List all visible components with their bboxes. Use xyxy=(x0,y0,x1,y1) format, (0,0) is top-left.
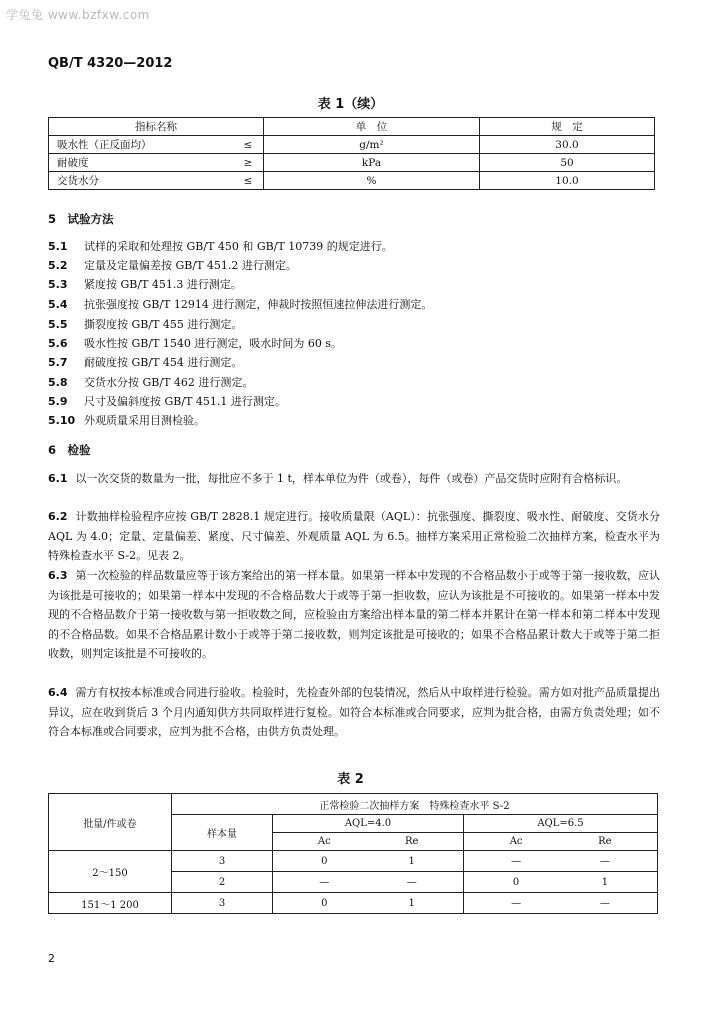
table1-cell-symbol: ≥ xyxy=(233,154,264,172)
table2-cell-batch: 2～150 xyxy=(49,851,172,893)
clause-text: 紧度按 GB/T 451.3 进行测定。 xyxy=(84,278,242,291)
table1-cell-name: 吸水性（正反面均） xyxy=(49,136,234,154)
clause-5-5 xyxy=(48,316,242,332)
table2-ac-re-cell xyxy=(464,833,658,851)
clause-6-2 xyxy=(48,507,660,566)
table2-header-batch: 批量/件或卷 xyxy=(49,794,172,851)
table2-header-aql-4: AQL=4.0 xyxy=(273,815,464,833)
table2-header-plan: 正常检验二次抽样方案 特殊检查水平 S-2 xyxy=(172,794,658,815)
table1-cell-symbol: ≤ xyxy=(233,136,264,154)
clause-text: 计数抽样检验程序应按 GB/T 2828.1 规定进行。接收质量限（AQL）：抗张强度、撕裂度、吸水性、耐破度、交货水分 AQL 为 4.0；定量、定量偏差、紧度、尺寸偏差、外观质量 AQL 为 6.5。抽样方案采用正常检验二次抽样方案，检查水平为特殊检查水平 S-2。见表 2。 xyxy=(48,510,660,562)
table2-ac-value: — xyxy=(511,855,522,867)
clause-5-1 xyxy=(48,238,393,254)
clause-number: 5.6 xyxy=(48,337,68,350)
table2-header-aql-6-5: AQL=6.5 xyxy=(464,815,658,833)
table2-re-label: Re xyxy=(404,836,419,847)
clause-number: 5.1 xyxy=(48,240,68,253)
watermark: 学兔兔 www.bzfxw.com xyxy=(6,8,150,22)
table1-cell-name: 耐破度 xyxy=(49,154,234,172)
clause-text: 抗张强度按 GB/T 12914 进行测定，伸裁时按照恒速拉伸法进行测定。 xyxy=(84,298,433,311)
table2-re-value: 1 xyxy=(601,876,609,888)
table1-cell-symbol: ≤ xyxy=(233,172,264,190)
table1-header-value: 规 定 xyxy=(480,118,655,136)
clause-number: 5.2 xyxy=(48,259,68,272)
table2-ac-value: — xyxy=(511,897,522,909)
page-number: 2 xyxy=(48,952,55,965)
clause-5-9 xyxy=(48,393,286,409)
clause-text: 试样的采取和处理按 GB/T 450 和 GB/T 10739 的规定进行。 xyxy=(84,240,393,253)
section6-heading: 6 检验 xyxy=(48,443,91,457)
table2-re-value: — xyxy=(599,855,610,867)
clause-text: 耐破度按 GB/T 454 进行测定。 xyxy=(84,356,243,369)
table1-title: 表 1（续） xyxy=(317,97,384,112)
table2-header-sample: 样本量 xyxy=(172,815,273,851)
clause-text: 以一次交货的数量为一批，每批应不多于 1 t，样本单位为件（或卷），每件（或卷）产品交货时应附有合格标识。 xyxy=(75,472,628,485)
table2-title: 表 2 xyxy=(337,772,364,787)
clause-text: 吸水性按 GB/T 1540 进行测定，吸水时间为 60 s。 xyxy=(84,337,343,350)
table2-cell-sample: 3 xyxy=(172,851,273,872)
table2-ac-label: Ac xyxy=(317,836,331,847)
clause-5-10 xyxy=(48,412,205,428)
clause-5-7 xyxy=(48,354,242,370)
table2-cell-sample: 3 xyxy=(172,893,273,914)
clause-5-3 xyxy=(48,276,242,292)
table2 xyxy=(48,793,658,914)
table2-cell-aql-4 xyxy=(273,872,464,893)
table1-cell-unit: kPa xyxy=(264,154,480,172)
clause-6-3 xyxy=(48,566,660,664)
table2-cell-batch: 151～1 200 xyxy=(49,893,172,914)
table2-header-row xyxy=(49,794,658,815)
clause-number: 5.10 xyxy=(48,414,76,427)
table2-re-label: Re xyxy=(598,836,612,847)
table2-re-value: 1 xyxy=(408,897,415,909)
table2-cell-aql-6-5 xyxy=(464,893,658,914)
table2-ac-value: 0 xyxy=(321,897,328,909)
table1-row xyxy=(49,172,655,190)
clause-number: 5.7 xyxy=(48,356,68,369)
clause-number: 5.4 xyxy=(48,298,68,311)
table2-cell-aql-4 xyxy=(273,893,464,914)
clause-number: 5.5 xyxy=(48,318,68,331)
clause-text: 外观质量采用目测检验。 xyxy=(84,414,205,427)
clause-text: 尺寸及偏斜度按 GB/T 451.1 进行测定。 xyxy=(84,395,286,408)
clause-number: 6.2 xyxy=(48,510,68,523)
standard-code: QB/T 4320—2012 xyxy=(48,56,173,71)
table2-row xyxy=(49,893,658,914)
section5-heading: 5 试验方法 xyxy=(48,212,114,226)
clause-number: 5.8 xyxy=(48,376,68,389)
table1-row xyxy=(49,136,655,154)
clause-number: 5.9 xyxy=(48,395,68,408)
table2-cell-aql-6-5 xyxy=(464,872,658,893)
table2-ac-value: 0 xyxy=(321,855,328,867)
table1-cell-unit: g/m² xyxy=(264,136,480,154)
table1-cell-value: 50 xyxy=(480,154,655,172)
table1-row xyxy=(49,154,655,172)
table2-row xyxy=(49,851,658,872)
clause-5-8 xyxy=(48,374,253,390)
table1-header-row xyxy=(49,118,655,136)
table1-cell-name: 交货水分 xyxy=(49,172,234,190)
clause-text: 撕裂度按 GB/T 455 进行测定。 xyxy=(84,318,243,331)
clause-5-6 xyxy=(48,335,342,351)
clause-text: 交货水分按 GB/T 462 进行测定。 xyxy=(84,376,254,389)
table1-cell-unit: % xyxy=(264,172,480,190)
clause-number: 5.3 xyxy=(48,278,68,291)
clause-text: 第一次检验的样品数量应等于该方案给出的第一样本量。如果第一样本中发现的不合格品数小于或等于第一接收数，应认为该批是可接收的；如果第一样本中发现的不合格品数大于或等于第一拒收数，应认为该批是不可接收的。如果第一样本中发现的不合格品数介于第一接收数与第一拒收数之间，应检验由方案给出样本量的第二样本并累计在第一样本和第二样本中发现的不合格品数。如果不合格品累计数小于或等于第二接收数，则判定该批是可接收的；如果不合格品累计数大于或等于第二拒收数，则判定该批是不可接收的。 xyxy=(48,569,660,660)
clause-6-4 xyxy=(48,683,660,742)
clause-5-2 xyxy=(48,257,297,273)
table2-cell-aql-4 xyxy=(273,851,464,872)
table2-re-value: — xyxy=(406,876,417,888)
table1 xyxy=(48,117,655,190)
clause-text: 需方有权按本标准或合同进行验收。检验时，先检查外部的包装情况，然后从中取样进行检验。需方如对批产品质量提出异议，应在收到货后 3 个月内通知供方共同取样进行复检。如符合本标准或合同要求，应判为批合格，由需方负责处理；如不符合本标准或合同要求，应判为批不合格，由供方负责处理。 xyxy=(48,686,660,738)
table1-cell-value: 10.0 xyxy=(480,172,655,190)
table2-cell-aql-6-5 xyxy=(464,851,658,872)
table2-ac-re-cell xyxy=(273,833,464,851)
clause-number: 6.4 xyxy=(48,686,68,699)
table2-ac-value: 0 xyxy=(512,876,520,888)
table1-header-name: 指标名称 xyxy=(49,118,264,136)
clause-number: 6.3 xyxy=(48,569,68,582)
table1-header-unit: 单 位 xyxy=(264,118,480,136)
table2-ac-label: Ac xyxy=(509,836,523,847)
clause-6-1 xyxy=(48,469,660,489)
clause-number: 6.1 xyxy=(48,472,68,485)
clause-text: 定量及定量偏差按 GB/T 451.2 进行测定。 xyxy=(84,259,297,272)
table2-re-value: 1 xyxy=(408,855,415,867)
table2-ac-value: — xyxy=(319,876,330,888)
table2-re-value: — xyxy=(599,897,610,909)
table2-cell-sample: 2 xyxy=(172,872,273,893)
clause-5-4 xyxy=(48,296,432,312)
table1-cell-value: 30.0 xyxy=(480,136,655,154)
